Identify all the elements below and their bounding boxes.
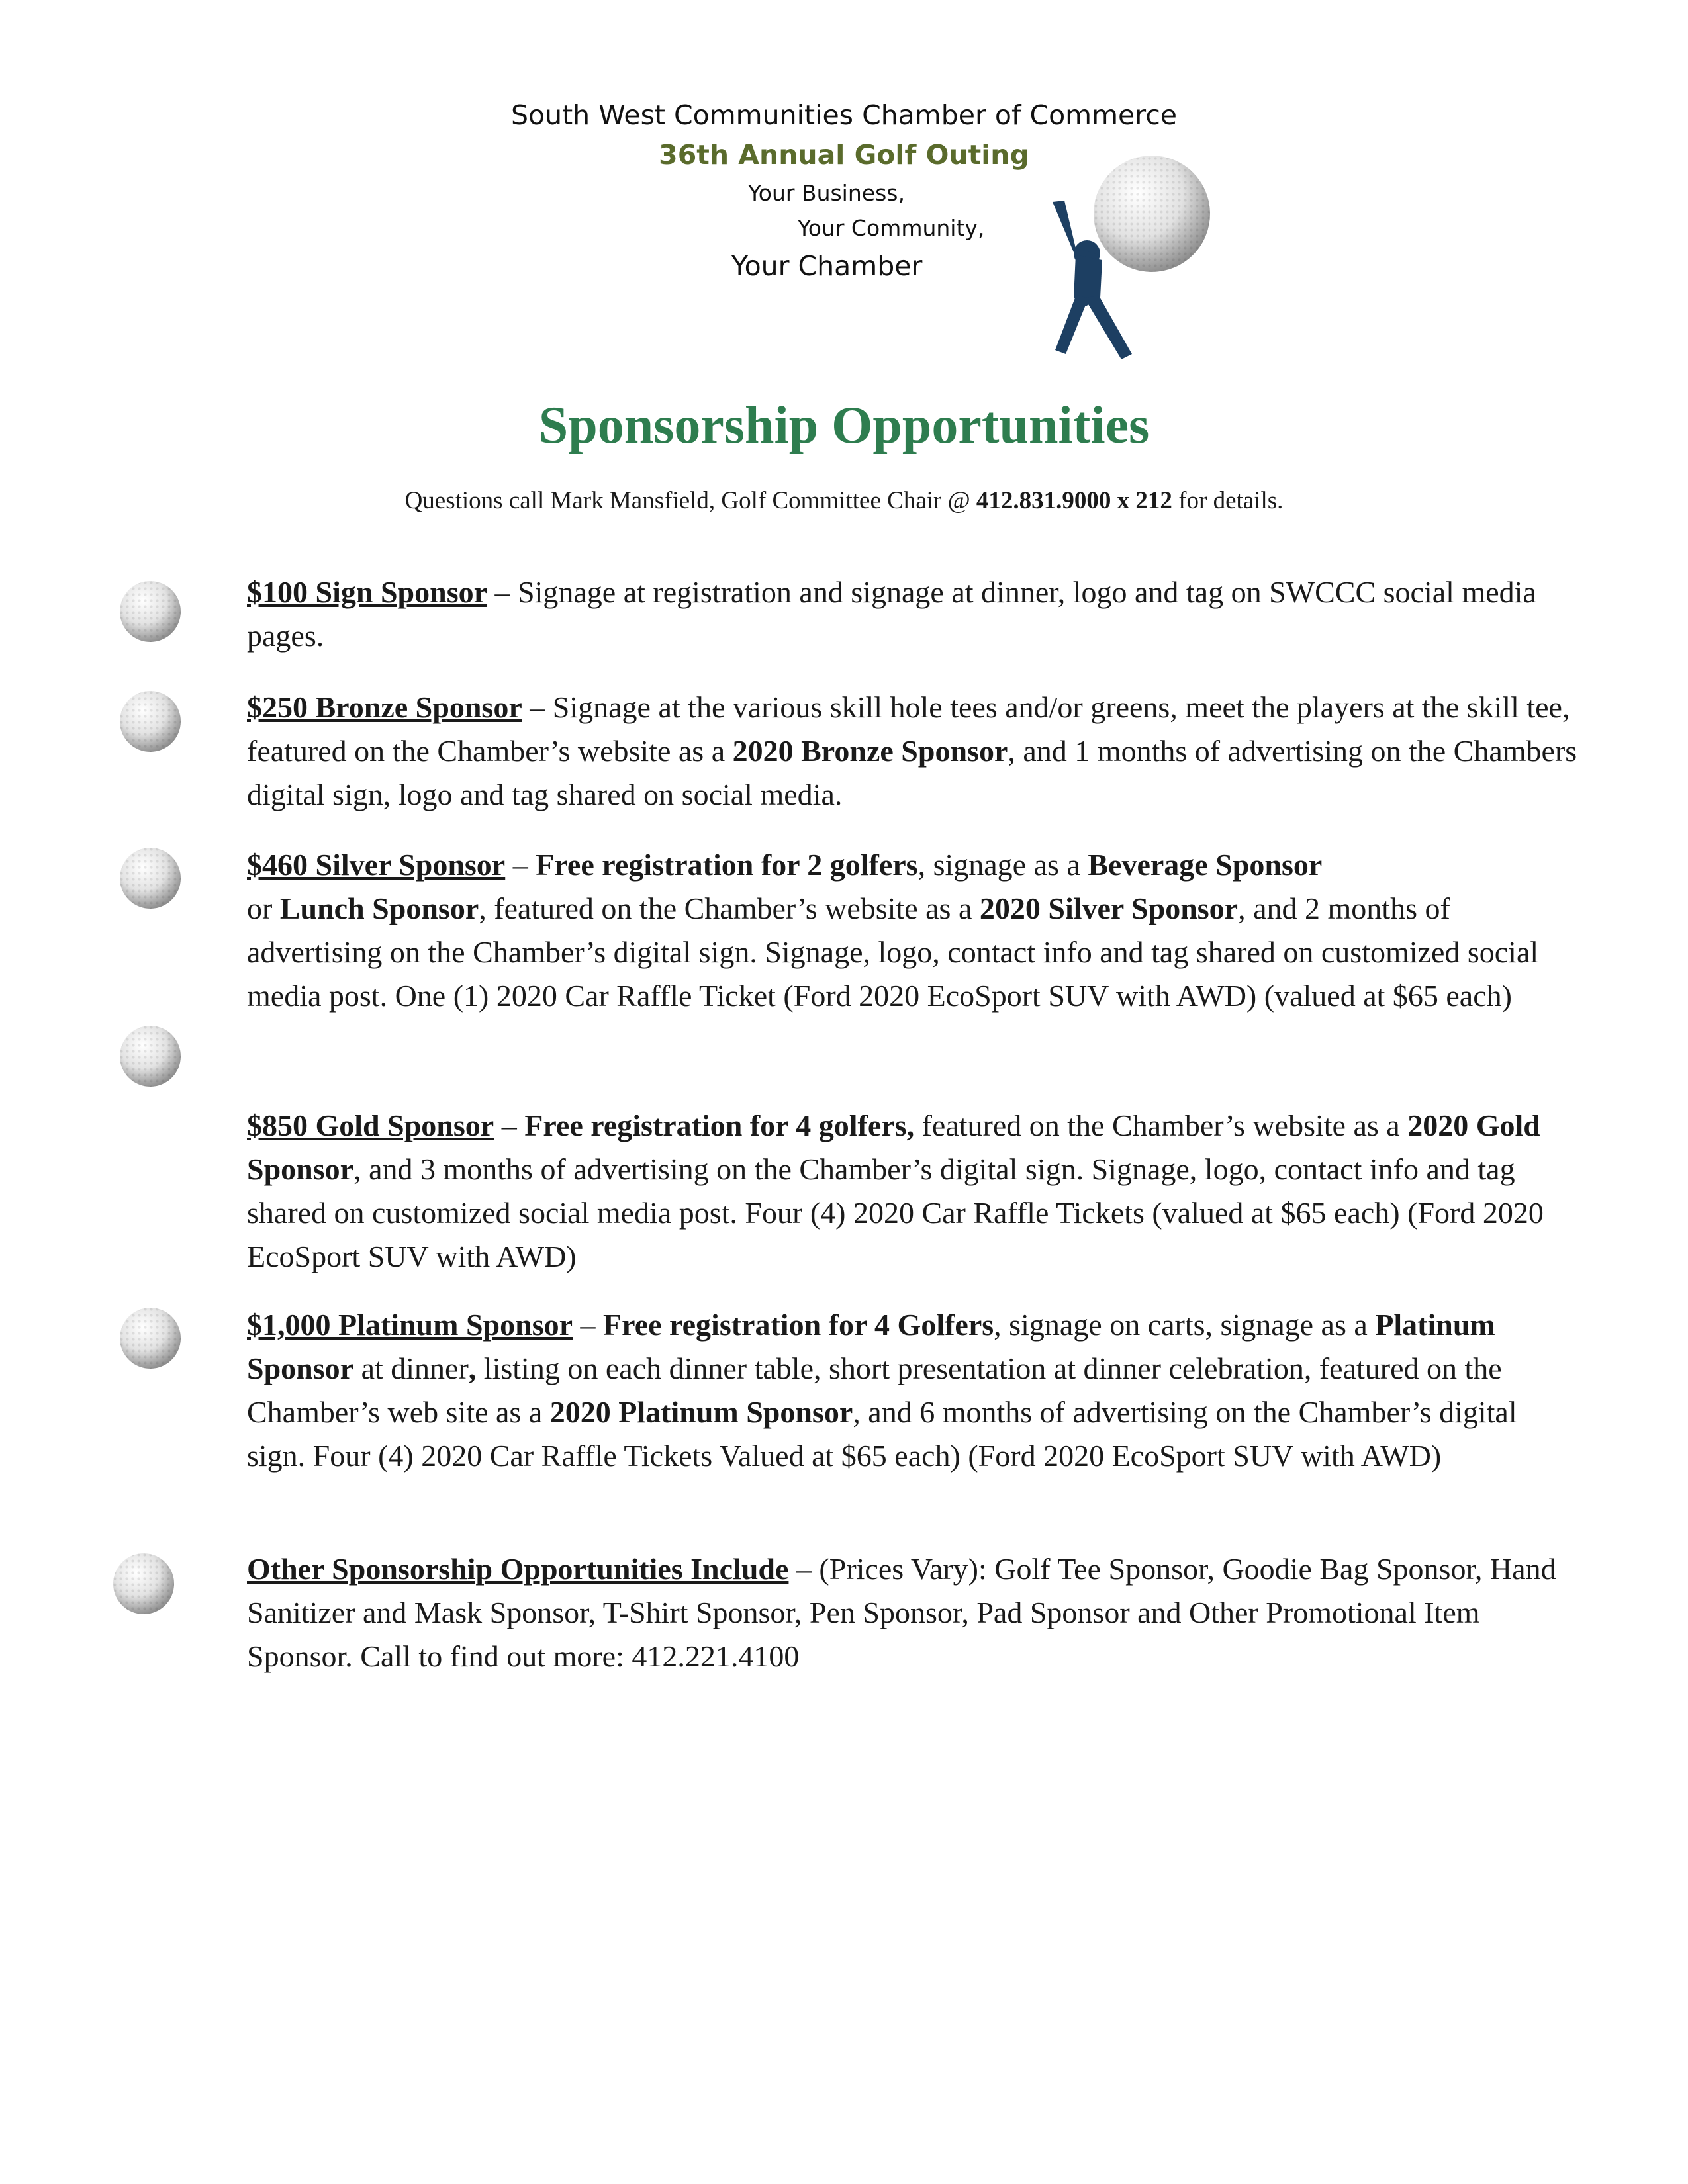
sponsor-description: listing on each dinner table, short presentation at dinner celebration, featured on the Chamber’s web site as a: [247, 1351, 1502, 1429]
sponsor-level: $1,000 Platinum Sponsor: [247, 1308, 573, 1342]
sponsor-description: , and 6 months of advertising on the Chamber’s digital sign. Four (4) 2020 Car Raffle Tickets Valued at $65 each) (Ford 2020 EcoSport SUV with AWD): [247, 1395, 1517, 1473]
tagline-line-2: Your Community,: [798, 215, 985, 241]
contact-line: [0, 486, 1688, 515]
sponsor-highlight: Free registration for 4 golfers,: [524, 1109, 915, 1142]
tagline-line-3: Your Chamber: [731, 250, 923, 282]
sponsor-highlight: 2020 Gold Sponsor: [247, 1109, 1540, 1186]
sponsor-highlight: ,: [468, 1351, 477, 1385]
contact-suffix: for details.: [1172, 487, 1284, 514]
sponsor-highlight: 2020 Platinum Sponsor: [549, 1395, 853, 1429]
sponsor-highlight: Lunch Sponsor: [279, 891, 479, 925]
sponsor-level: $850 Gold Sponsor: [247, 1109, 494, 1142]
sponsor-item-other: [247, 1547, 1577, 1678]
sponsor-description: , featured on the Chamber’s website as a: [479, 891, 980, 925]
golf-ball-icon: [118, 846, 182, 910]
golf-ball-icon: [112, 1552, 175, 1615]
sponsor-description: –: [573, 1308, 604, 1342]
sponsor-description: –: [494, 1109, 525, 1142]
sponsor-item-bronze: [247, 686, 1577, 817]
sponsor-description: – Signage at registration and signage at dinner, logo and tag on SWCCC social media pages.: [247, 575, 1536, 653]
sponsor-highlight: Platinum Sponsor: [247, 1308, 1495, 1385]
sponsor-highlight: Beverage Sponsor: [1088, 848, 1323, 882]
sponsor-description: at dinner: [353, 1351, 469, 1385]
sponsor-description: , signage on carts, signage as a: [994, 1308, 1376, 1342]
sponsor-level: $460 Silver Sponsor: [247, 848, 506, 882]
sponsor-description: , signage as a: [917, 848, 1088, 882]
golf-ball-icon: [118, 1024, 182, 1088]
page-title: Sponsorship Opportunities: [538, 396, 1150, 455]
sponsor-description: – (Prices Vary): Golf Tee Sponsor, Goodie Bag Sponsor, Hand Sanitizer and Mask Sponsor, T-Shirt Sponsor, Pen Sponsor, Pad Sponsor and Other Promotional Item Sponsor. Call to find out more: 412.221.4100: [247, 1552, 1556, 1673]
sponsor-description: , and 1 months of advertising on the Chambers digital sign, logo and tag shared on social media.: [247, 734, 1577, 811]
organization-name: South West Communities Chamber of Commerce: [511, 99, 1177, 131]
sponsor-level: $100 Sign Sponsor: [247, 575, 488, 609]
sponsor-highlight: Free registration for 4 Golfers: [603, 1308, 994, 1342]
golf-ball-icon: [118, 1306, 182, 1370]
sponsor-item-sign: [247, 570, 1577, 658]
event-name: 36th Annual Golf Outing: [659, 139, 1029, 171]
tagline-line-1: Your Business,: [748, 180, 905, 206]
sponsor-level: $250 Bronze Sponsor: [247, 690, 522, 724]
golf-ball-icon: [118, 580, 182, 643]
sponsor-description: featured on the Chamber’s website as a: [914, 1109, 1408, 1142]
golf-ball-icon: [118, 690, 182, 753]
sponsor-item-platinum: [247, 1303, 1577, 1478]
sponsor-description: , and 2 months of advertising on the Chamber’s digital sign. Signage, logo, contact info and tag shared on customized social media post. One (1) 2020 Car Raffle Ticket (Ford 2020 EcoSport SUV with AWD) (valued at $65 each): [247, 891, 1539, 1013]
sponsor-description: – Signage at the various skill hole tees and/or greens, meet the players at the skill tee, featured on the Chamber’s website as a: [247, 690, 1570, 768]
sponsor-level: Other Sponsorship Opportunities Include: [247, 1552, 789, 1586]
sponsor-highlight: Free registration for 2 golfers: [536, 848, 918, 882]
sponsor-description: , and 3 months of advertising on the Chamber’s digital sign. Signage, logo, contact info and tag shared on customized social media post. Four (4) 2020 Car Raffle Tickets (valued at $65 each) (Ford 2020 EcoSport SUV with AWD): [247, 1152, 1544, 1273]
sponsor-description: –: [505, 848, 536, 882]
sponsor-item-silver: [247, 843, 1577, 1018]
person-holding-golf-ball-logo: [1039, 156, 1218, 367]
contact-prefix: Questions call Mark Mansfield, Golf Committee Chair @: [404, 487, 976, 514]
contact-phone: 412.831.9000 x 212: [976, 487, 1172, 514]
sponsor-highlight: 2020 Bronze Sponsor: [732, 734, 1008, 768]
sponsor-item-gold: [247, 1104, 1577, 1279]
sponsor-highlight: 2020 Silver Sponsor: [979, 891, 1239, 925]
sponsor-description: or: [247, 891, 280, 925]
